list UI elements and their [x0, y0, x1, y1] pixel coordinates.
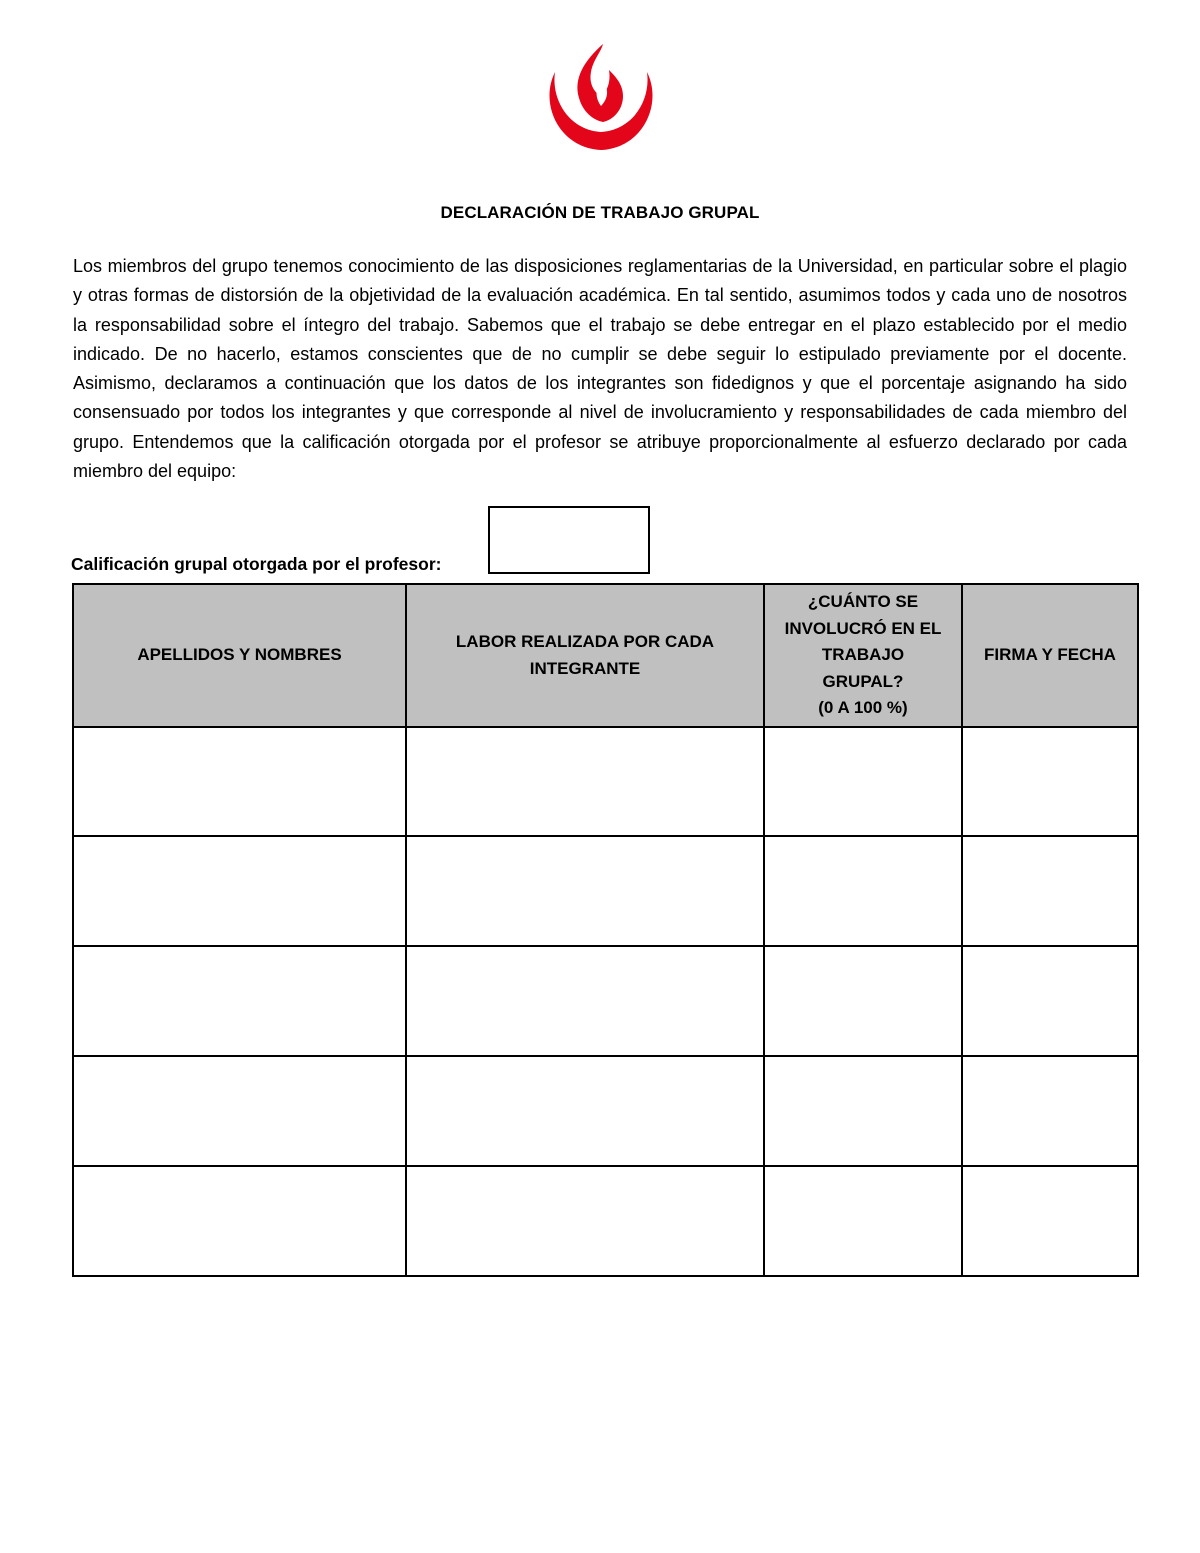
cell-involvement[interactable] — [764, 727, 962, 836]
cell-signature[interactable] — [962, 946, 1138, 1056]
header-name: APELLIDOS Y NOMBRES — [73, 584, 406, 727]
cell-name[interactable] — [73, 1166, 406, 1276]
header-involvement: ¿CUÁNTO SE INVOLUCRÓ EN EL TRABAJO GRUPAL? (0 A 100 %) — [764, 584, 962, 727]
cell-signature[interactable] — [962, 727, 1138, 836]
cell-name[interactable] — [73, 1056, 406, 1166]
cell-signature[interactable] — [962, 836, 1138, 946]
declaration-paragraph: Los miembros del grupo tenemos conocimiento de las disposiciones reglamentarias de la Universidad, en particular sobre el plagio y otras formas de distorsión de la objetividad de la evaluación académica. En tal sentido, asumimos todos y cada uno de nosotros la responsabilidad sobre el íntegro del trabajo. Sabemos que el trabajo se debe entregar en el plazo establecido por el medio indicado. De no hacerlo, estamos conscientes que de no cumplir se debe seguir lo estipulado previamente por el docente. Asimismo, declaramos a continuación que los datos de los integrantes son fidedignos y que el porcentaje asignando ha sido consensuado por todos los integrantes y que corresponde al nivel de involucramiento y responsabilidades de cada miembro del grupo. Entendemos que la calificación otorgada por el profesor se atribuye proporcionalmente al esfuerzo declarado por cada miembro del equipo: — [73, 256, 1127, 482]
grade-label: Calificación grupal otorgada por el profesor: — [71, 554, 442, 574]
cell-involvement[interactable] — [764, 1166, 962, 1276]
cell-signature[interactable] — [962, 1166, 1138, 1276]
cell-involvement[interactable] — [764, 946, 962, 1056]
cell-work[interactable] — [406, 727, 764, 836]
table-row — [73, 836, 1138, 946]
grade-input-box[interactable] — [488, 506, 650, 574]
table-row — [73, 1166, 1138, 1276]
cell-involvement[interactable] — [764, 1056, 962, 1166]
cell-name[interactable] — [73, 836, 406, 946]
cell-name[interactable] — [73, 727, 406, 836]
cell-signature[interactable] — [962, 1056, 1138, 1166]
table-row — [73, 1056, 1138, 1166]
cell-name[interactable] — [73, 946, 406, 1056]
cell-work[interactable] — [406, 1166, 764, 1276]
header-work: LABOR REALIZADA POR CADA INTEGRANTE — [406, 584, 764, 727]
table-row — [73, 946, 1138, 1056]
document-title: DECLARACIÓN DE TRABAJO GRUPAL — [440, 203, 760, 222]
table-row — [73, 727, 1138, 836]
cell-involvement[interactable] — [764, 836, 962, 946]
members-table — [72, 583, 1139, 1277]
cell-work[interactable] — [406, 836, 764, 946]
upc-logo — [545, 42, 657, 154]
header-signature: FIRMA Y FECHA — [962, 584, 1138, 727]
cell-work[interactable] — [406, 946, 764, 1056]
cell-work[interactable] — [406, 1056, 764, 1166]
table-header-row — [73, 584, 1138, 727]
